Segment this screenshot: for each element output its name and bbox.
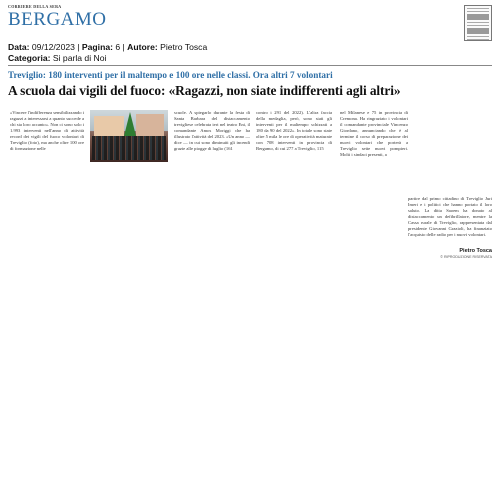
article-byline: Pietro Tosca xyxy=(459,248,492,254)
copyright-note: © RIPRODUZIONE RISERVATA xyxy=(440,255,492,259)
date-value: 09/12/2023 xyxy=(31,42,75,52)
author-label: Autore: xyxy=(127,42,158,52)
article-column-1: «Vincere l'indifferenza sensibilizzando i ragazzi a interessarsi a quanto succede a chi sta loro accanto». Non ci sono solo i 1.993 interventi nell'anno di attività record dei vigili del fuoco volontari di Treviglio (foto), ma anche oltre 100 ore di formazione nelle xyxy=(10,110,84,151)
article-headline: A scuola dai vigili del fuoco: «Ragazzi, non siate indifferenti agli altri» xyxy=(8,83,401,98)
author-value: Pietro Tosca xyxy=(160,42,208,52)
article-clipping xyxy=(8,70,408,270)
newspaper-name: CORRIERE DELLA SERA xyxy=(8,4,62,9)
date-label: Data: xyxy=(8,42,30,52)
category-label: Categoria: xyxy=(8,53,51,63)
page-thumbnail[interactable] xyxy=(464,5,492,41)
section-title: BERGAMO xyxy=(8,9,107,30)
category-value: Si parla di Noi xyxy=(52,53,107,63)
article-column-3: contro i 291 del 2022). L'altra faccia della medaglia, però, sono stati gli interventi per il maltempo schizzati a 180 da 90 del 2022». In totale sono state oltre 5 mila le ore di operatività maturate con 708 interventi in provincia di Bergamo, di cui 277 a Treviglio, 115 xyxy=(256,110,332,151)
article-kicker: Treviglio: 180 interventi per il maltempo e 100 ore nelle classi. Ora altri 7 volontari xyxy=(8,70,333,80)
article-column-2: scuole. A spiegarlo durante la festa di Santa Barbara del distaccamento trevigliese celebrata ieri nel teatro Eni, il comandante Amos Moriggi che ha illustrato l'attività del 2023. «Un anno — dice — in cui sono diminuiti gli incendi grazie alle piogge di luglio (161 xyxy=(174,110,250,151)
article-continuation: partire dal primo cittadino di Treviglio Juri Imeri e i politici che hanno portato il loro saluto. La ditta Saoem ha donato al distaccamento un defibrillatore, mentre la Cassa rurale di Treviglio, rappresentata dal presidente Giovanni Grazioli, ha finanziato l'acquisto delle radio per i nuovi volontari. xyxy=(408,196,492,237)
page-value: 6 xyxy=(115,42,121,52)
divider xyxy=(8,65,492,66)
masthead xyxy=(8,4,107,29)
page-label: Pagina: xyxy=(81,42,113,52)
firefighters-photo xyxy=(90,110,168,162)
article-column-4: nel Milanese e 75 in provincia di Cremona. Ha ringraziato i volontari il comandante provinciale Vincenzo Giordano, annunciando che è al termine il corso di preparazione dei nuovi volontari che porterà a Treviglio sette nuovi pompieri. Molti i sindaci presenti, a xyxy=(340,110,408,157)
article-meta-line: Data: 09/12/2023 | Pagina: 6 | Autore: Pietro Tosca xyxy=(8,42,208,52)
category-line xyxy=(8,53,106,63)
